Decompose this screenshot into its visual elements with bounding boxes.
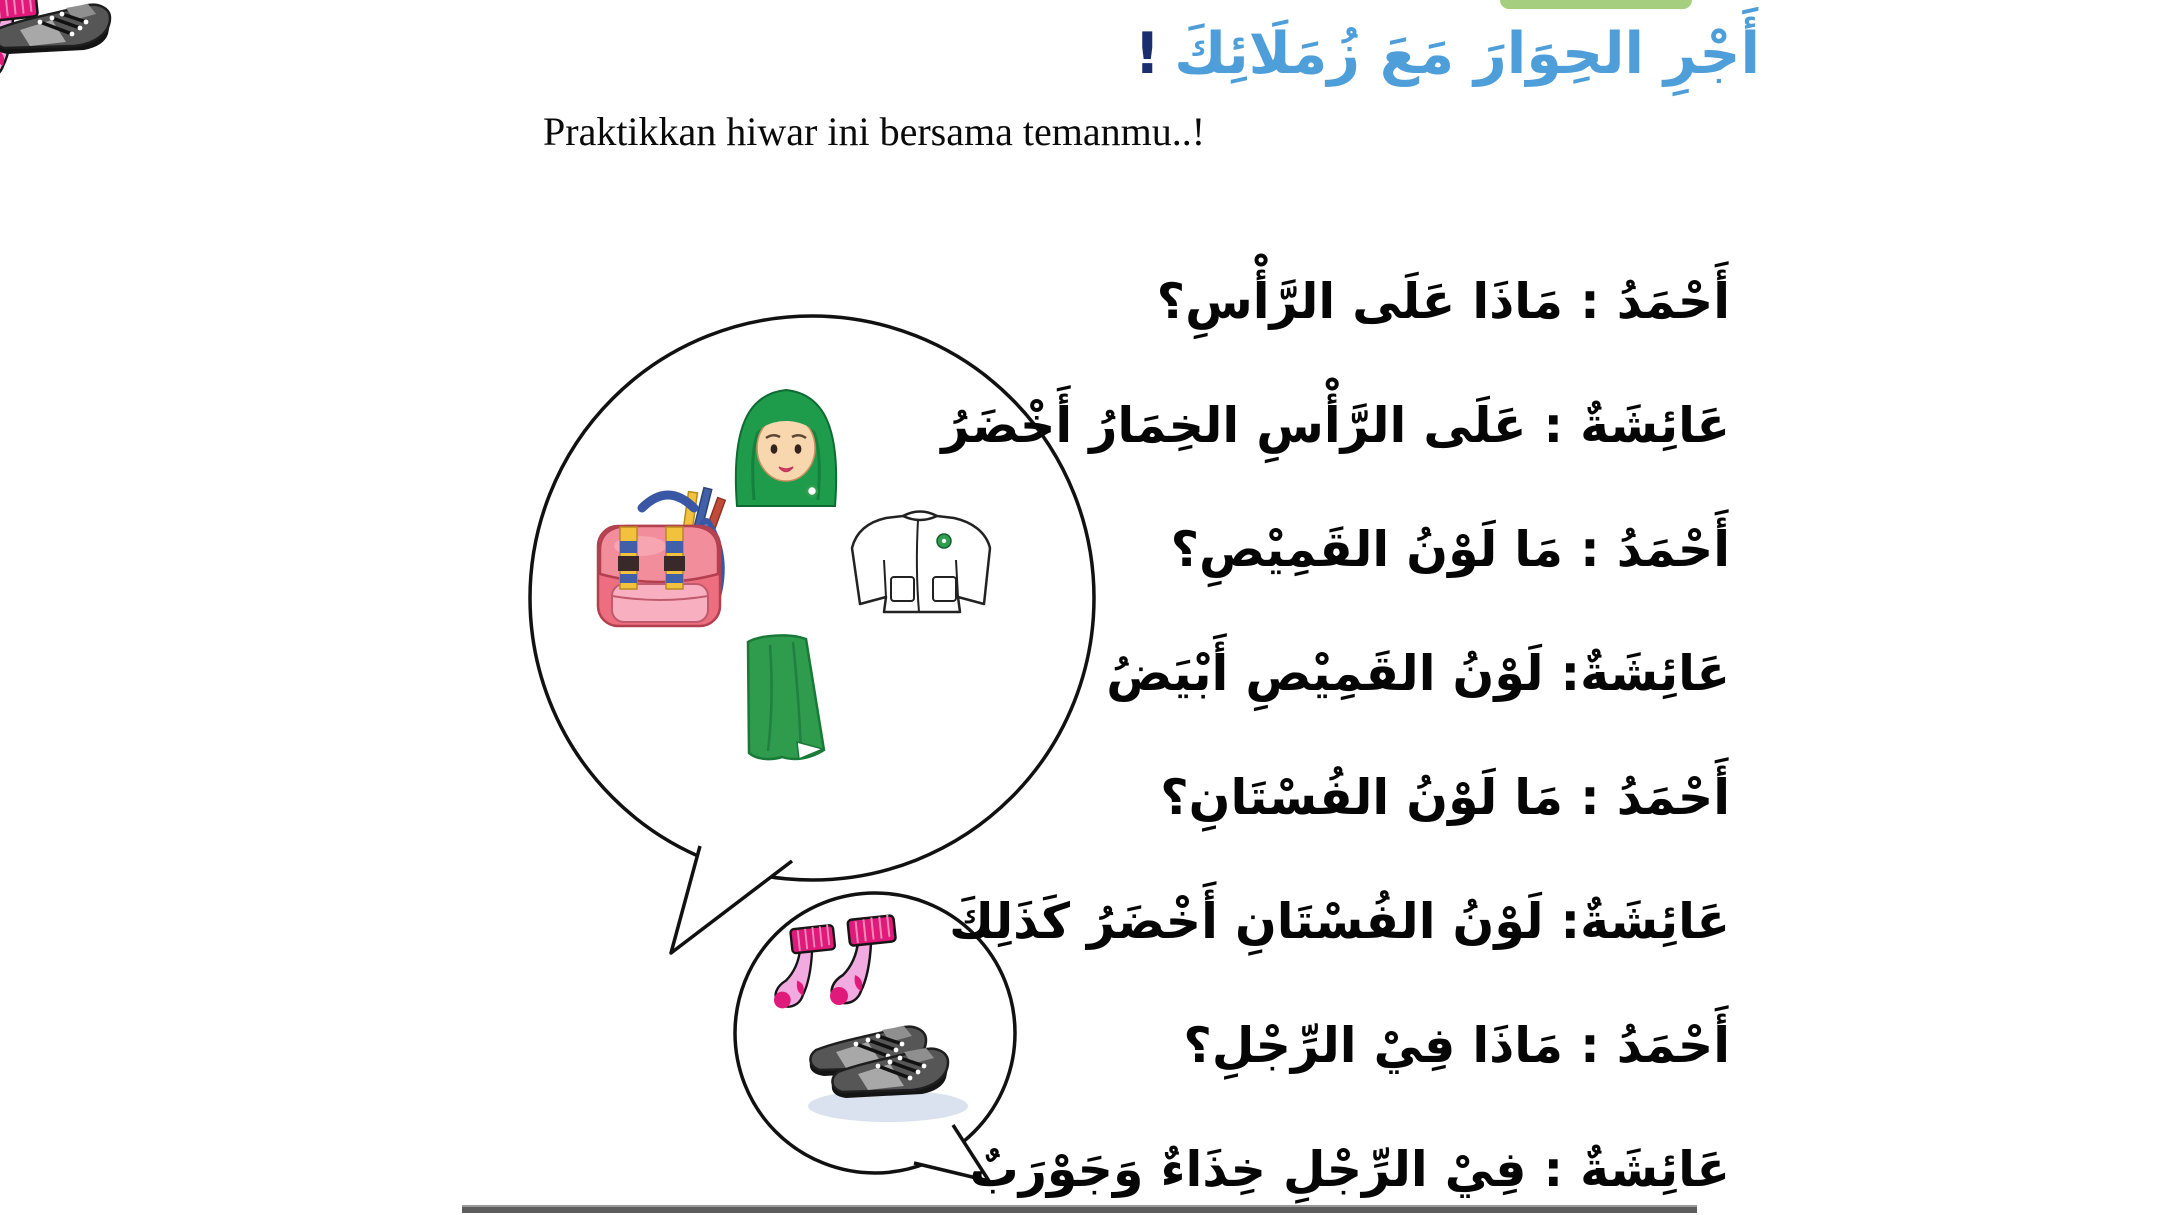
page-title-exclamation: ! — [1134, 21, 1161, 87]
dialogue-line-2: عَائِشَةٌ : عَلَى الرَّأْسِ الخِمَارُ أَخْضَرُ — [941, 397, 1730, 454]
bottom-divider-rule — [462, 1205, 1697, 1213]
dialogue-line-1: أَحْمَدُ : مَاذَا عَلَى الرَّأْسِ؟ — [1156, 273, 1730, 330]
dialogue-line-3: أَحْمَدُ : مَا لَوْنُ القَمِيْصِ؟ — [1170, 521, 1730, 578]
dialogue-line-5: أَحْمَدُ : مَا لَوْنُ الفُسْتَانِ؟ — [1160, 769, 1730, 826]
dialogue-line-6: عَائِشَةٌ: لَوْنُ الفُسْتَانِ أَخْضَرُ كَذَلِكَ — [949, 893, 1730, 950]
page-title-arabic: أَجْرِ الحِوَارَ مَعَ زُمَلَائِكَ — [1174, 21, 1760, 87]
dialogue-block — [930, 240, 1730, 1215]
backpack-strap-right — [664, 527, 685, 589]
dialogue-line-7: أَحْمَدُ : مَاذَا فِيْ الرِّجْلِ؟ — [1183, 1017, 1730, 1074]
uniform-badge — [807, 486, 817, 496]
instruction-text: Praktikkan hiwar ini bersama temanmu..! — [543, 109, 1206, 154]
shirt-pocket-left — [891, 577, 914, 601]
dialogue-line-8: عَائِشَةٌ : فِيْ الرِّجْلِ خِذَاءٌ وَجَوْرَبٌ — [969, 1141, 1730, 1198]
dialogue-line-4: عَائِشَةٌ: لَوْنُ القَمِيْصِ أَبْيَضُ — [1106, 645, 1730, 702]
backpack-flap — [600, 526, 718, 582]
backpack-strap-left — [618, 527, 639, 589]
